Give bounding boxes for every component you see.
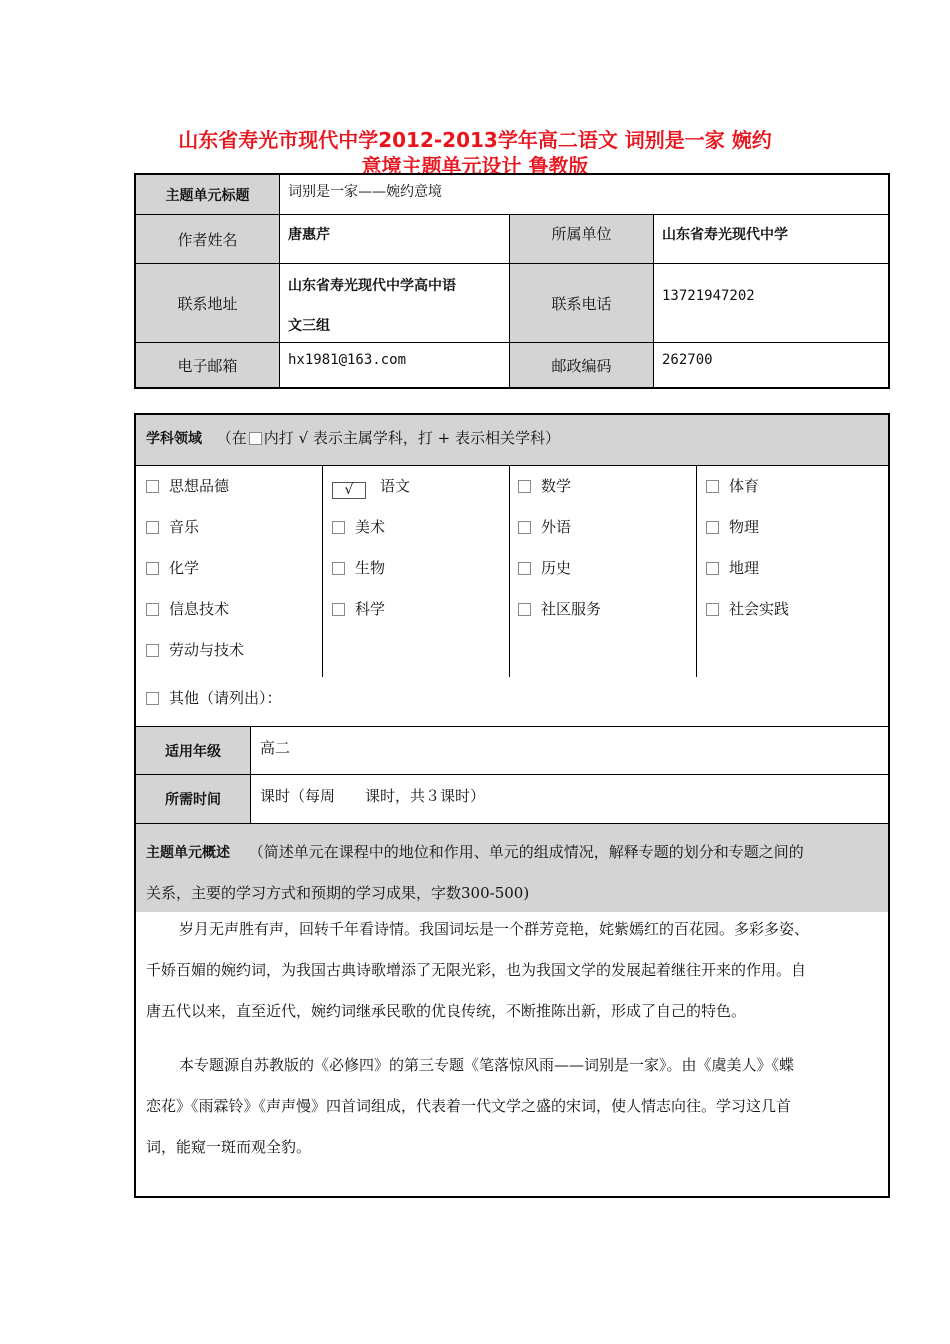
subject-label: 化学 xyxy=(169,559,200,577)
subject-community-service[interactable] xyxy=(518,598,601,619)
subject-foreign-language[interactable] xyxy=(518,516,571,537)
overview-note-line1: （简述单元在课程中的地位和作用、单元的组成情况，解释专题的划分和专题之间的 xyxy=(248,843,804,861)
subject-geography[interactable] xyxy=(706,557,759,578)
checkbox[interactable] xyxy=(146,562,159,575)
subject-label: 社会实践 xyxy=(729,600,790,618)
subject-header xyxy=(136,415,888,465)
subject-label: 音乐 xyxy=(169,518,200,536)
subject-label: 外语 xyxy=(541,518,572,536)
subject-label: 信息技术 xyxy=(169,600,230,618)
text-line: 唐五代以来，直至近代，婉约词继承民歌的优良传统，不断推陈出新，形成了自己的特色。 xyxy=(146,1002,747,1020)
unit-value: 山东省寿光现代中学 xyxy=(662,227,788,243)
subject-header-label: 学科领域 xyxy=(146,431,202,447)
email-value: hx1981@163.com xyxy=(288,352,407,368)
subject-label: 数学 xyxy=(541,477,572,495)
grade-value: 高二 xyxy=(260,739,291,757)
overview-note-line2: 关系，主要的学习方式和预期的学习成果，字数300-500) xyxy=(146,884,530,902)
author-label: 作者姓名 xyxy=(136,215,279,263)
subject-music[interactable] xyxy=(146,516,199,537)
subject-label: 劳动与技术 xyxy=(169,641,245,659)
overview-header xyxy=(136,824,888,912)
subject-label: 体育 xyxy=(729,477,760,495)
subject-art[interactable] xyxy=(332,516,385,537)
address-line2: 文三组 xyxy=(288,318,330,334)
text-line: 词，能窥一斑而观全豹。 xyxy=(146,1138,312,1156)
subject-label: 物理 xyxy=(729,518,760,536)
subject-social-practice[interactable] xyxy=(706,598,789,619)
overview-label: 主题单元概述 xyxy=(146,845,230,861)
topic-value: 词别是一家——婉约意境 xyxy=(288,184,442,200)
topic-label: 主题单元标题 xyxy=(136,175,279,214)
checkbox[interactable] xyxy=(706,562,719,575)
subject-header-note-b: 内打 √ 表示主属学科，打 + 表示相关学科） xyxy=(263,429,560,447)
subject-label: 社区服务 xyxy=(541,600,602,618)
subject-chinese[interactable] xyxy=(332,475,410,499)
checkbox[interactable] xyxy=(706,603,719,616)
subject-math[interactable] xyxy=(518,475,571,496)
subject-other[interactable] xyxy=(146,687,282,708)
subject-label: 生物 xyxy=(355,559,386,577)
subject-it[interactable] xyxy=(146,598,229,619)
checkbox[interactable] xyxy=(146,692,159,705)
phone-value: 13721947202 xyxy=(662,288,755,304)
subject-label: 思想品德 xyxy=(169,477,230,495)
text-line: 恋花》《雨霖铃》《声声慢》四首词组成，代表着一代文学之盛的宋词，使人情志向往。学习这几首 xyxy=(146,1097,792,1115)
subject-biology[interactable] xyxy=(332,557,385,578)
document-title-line1: 山东省寿光市现代中学2012-2013学年高二语文 词别是一家 婉约 xyxy=(178,128,772,152)
subject-label: 历史 xyxy=(541,559,572,577)
subject-table xyxy=(134,413,890,1198)
address-value xyxy=(288,266,456,346)
checkbox[interactable] xyxy=(518,603,531,616)
subject-labor[interactable] xyxy=(146,639,244,660)
checked-checkbox[interactable]: √ xyxy=(332,482,366,499)
overview-paragraph-1 xyxy=(146,909,882,1032)
checkbox[interactable] xyxy=(706,480,719,493)
email-label: 电子邮箱 xyxy=(136,343,279,387)
checkbox[interactable] xyxy=(518,562,531,575)
overview-paragraph-2 xyxy=(146,1045,882,1168)
subject-history[interactable] xyxy=(518,557,571,578)
checkbox[interactable] xyxy=(332,562,345,575)
subject-chemistry[interactable] xyxy=(146,557,199,578)
checkbox[interactable] xyxy=(332,603,345,616)
grade-label: 适用年级 xyxy=(136,727,250,774)
subject-label: 其他（请列出）： xyxy=(169,689,282,707)
subject-moral[interactable] xyxy=(146,475,229,496)
checkbox[interactable] xyxy=(518,521,531,534)
address-line1: 山东省寿光现代中学高中语 xyxy=(288,278,456,294)
document-title-line2: 意境主题单元设计 鲁教版 xyxy=(361,154,589,178)
checkbox[interactable] xyxy=(706,521,719,534)
subject-label: 地理 xyxy=(729,559,760,577)
checkbox[interactable] xyxy=(146,603,159,616)
subject-label: 语文 xyxy=(380,477,411,495)
unit-label: 所属单位 xyxy=(510,215,653,263)
text-line: 千娇百媚的婉约词，为我国古典诗歌增添了无限光彩，也为我国文学的发展起着继往开来的作用。自 xyxy=(146,961,807,979)
info-table xyxy=(134,173,890,389)
subject-label: 美术 xyxy=(355,518,386,536)
subject-pe[interactable] xyxy=(706,475,759,496)
time-label: 所需时间 xyxy=(136,775,250,823)
checkbox[interactable] xyxy=(518,480,531,493)
text-line: 岁月无声胜有声，回转千年看诗情。我国词坛是一个群芳竞艳，姹紫嫣红的百花园。多彩多姿、 xyxy=(179,920,810,938)
postcode-label: 邮政编码 xyxy=(510,343,653,387)
text-line: 本专题源自苏教版的《必修四》的第三专题《笔落惊风雨——词别是一家》。由《虞美人》《蝶 xyxy=(179,1056,795,1074)
address-label: 联系地址 xyxy=(136,264,279,342)
subject-label: 科学 xyxy=(355,600,386,618)
postcode-value: 262700 xyxy=(662,352,713,368)
checkbox[interactable] xyxy=(332,521,345,534)
phone-label: 联系电话 xyxy=(510,264,653,342)
subject-header-note-a: （在 xyxy=(216,429,247,447)
checkbox[interactable] xyxy=(146,480,159,493)
author-value: 唐惠芹 xyxy=(288,227,330,243)
subject-physics[interactable] xyxy=(706,516,759,537)
time-value: 课时（每周 课时，共３课时） xyxy=(260,787,486,805)
checkbox[interactable] xyxy=(146,644,159,657)
checkbox[interactable] xyxy=(146,521,159,534)
subject-science[interactable] xyxy=(332,598,385,619)
sample-checkbox xyxy=(249,432,262,445)
